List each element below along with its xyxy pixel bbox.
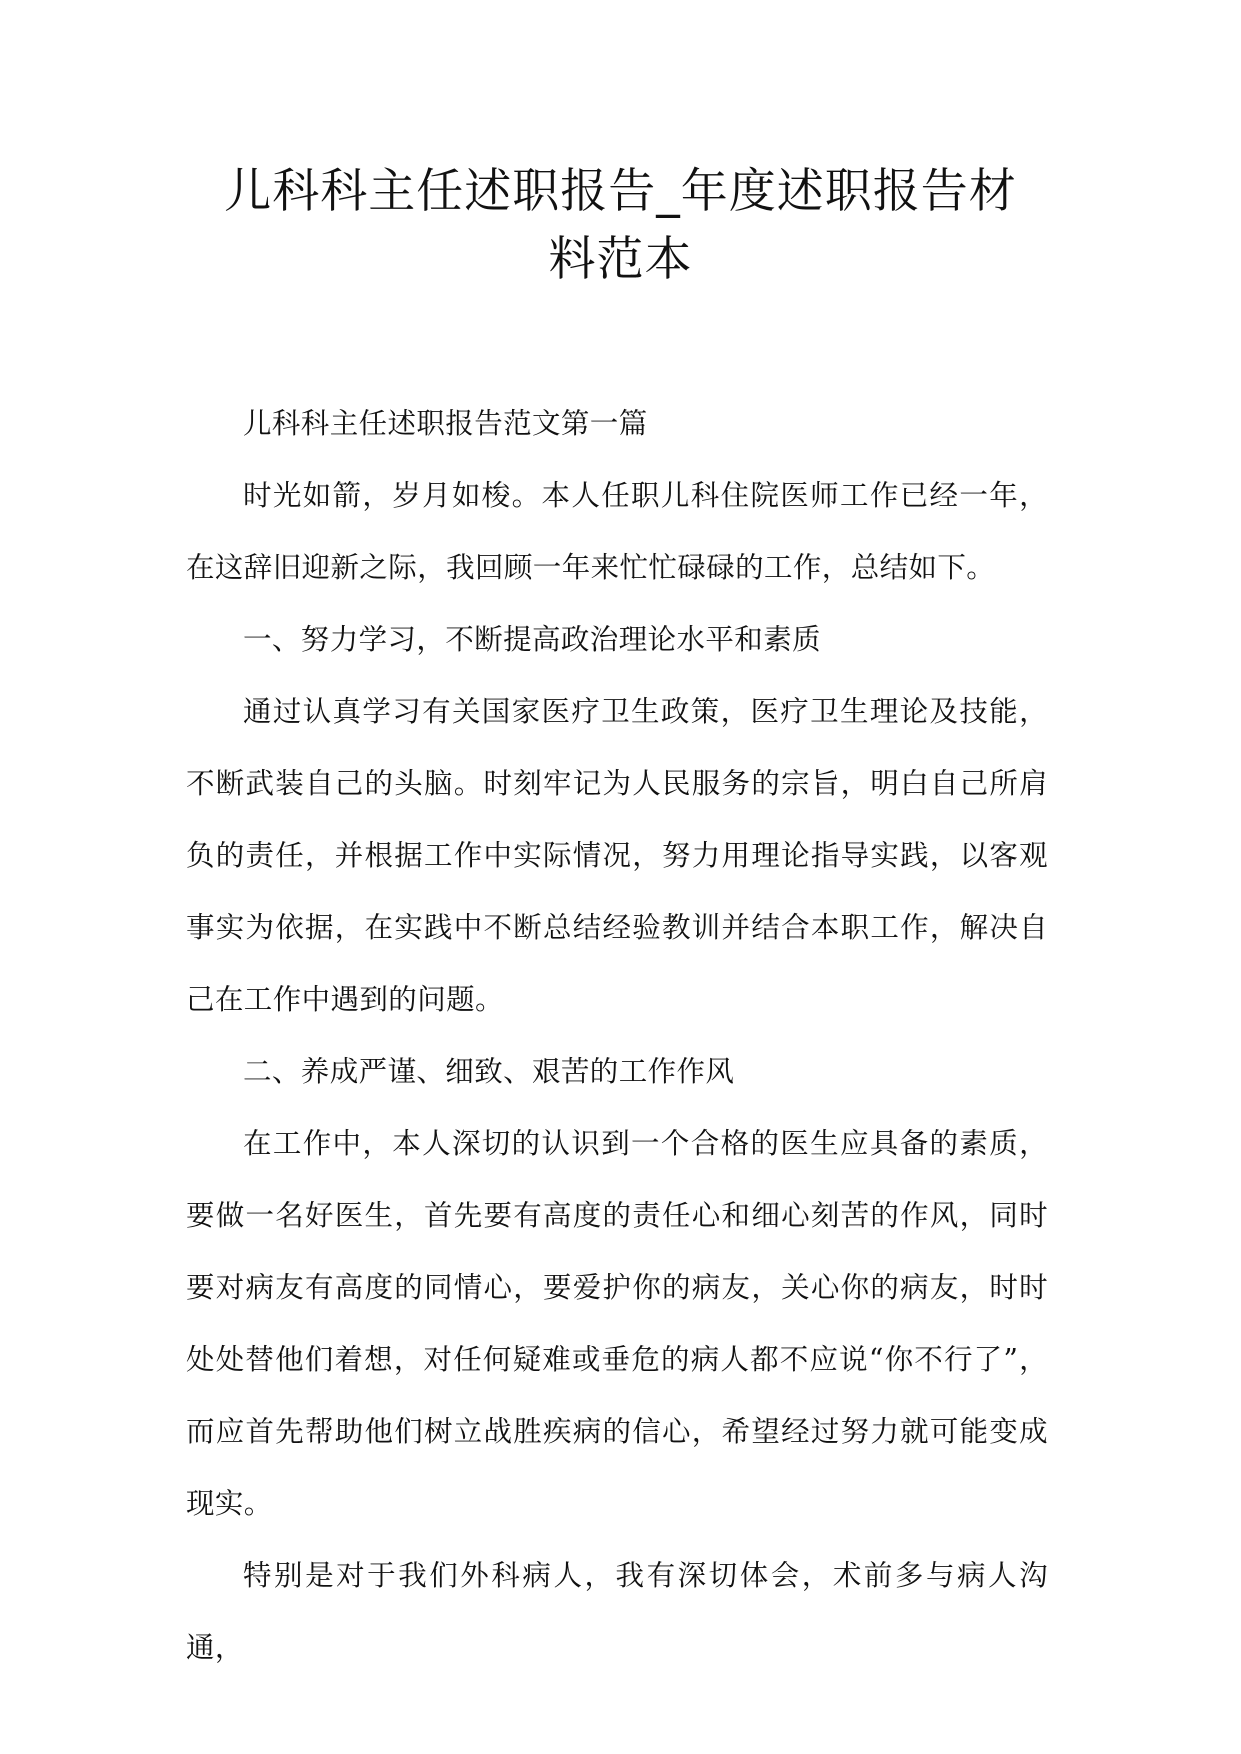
paragraph-surgery-patients: 特别是对于我们外科病人，我有深切体会，术前多与病人沟通， bbox=[186, 1559, 1048, 1664]
document-body bbox=[186, 388, 1048, 1684]
document-title bbox=[150, 158, 1091, 294]
section-heading-2: 二、养成严谨、细致、艰苦的工作作风 bbox=[243, 1055, 735, 1088]
paragraph-study: 通过认真学习有关国家医疗卫生政策，医疗卫生理论及技能，不断武装自己的头脑。时刻牢记为人民服务的宗旨，明白自己所肩负的责任，并根据工作中实际情况，努力用理论指导实践，以客观事实为依据，在实践中不断总结经验教训并结合本职工作，解决自己在工作中遇到的问题。 bbox=[186, 695, 1048, 1016]
section-heading-first-article: 儿科科主任述职报告范文第一篇 bbox=[243, 407, 648, 440]
title-line-2: 料范本 bbox=[548, 232, 693, 287]
paragraph-intro: 时光如箭，岁月如梭。本人任职儿科住院医师工作已经一年，在这辞旧迎新之际，我回顾一年来忙忙碌碌的工作，总结如下。 bbox=[186, 479, 1048, 584]
section-heading-1: 一、努力学习，不断提高政治理论水平和素质 bbox=[243, 623, 822, 656]
paragraph-work-style: 在工作中，本人深切的认识到一个合格的医生应具备的素质，要做一名好医生，首先要有高度的责任心和细心刻苦的作风，同时要对病友有高度的同情心，要爱护你的病友，关心你的病友，时时处处替他们着想，对任何疑难或垂危的病人都不应说“你不行了”，而应首先帮助他们树立战胜疾病的信心，希望经过努力就可能变成现实。 bbox=[186, 1127, 1048, 1520]
title-line-1: 儿科科主任述职报告_年度述职报告材 bbox=[224, 164, 1017, 219]
